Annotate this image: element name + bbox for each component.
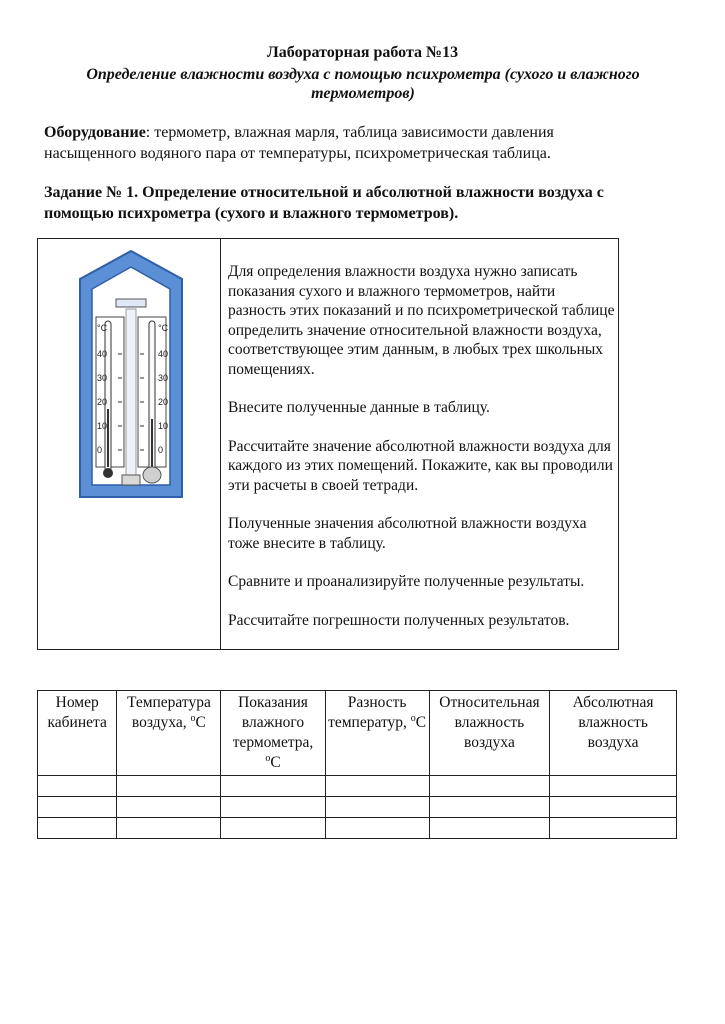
table-cell[interactable] <box>38 776 117 797</box>
table-cell[interactable] <box>325 797 429 818</box>
header-relative-humidity: Относительная влажность воздуха <box>429 691 550 776</box>
water-reservoir <box>122 475 140 485</box>
scale-tick-label: 10 <box>158 421 169 431</box>
header-air-temperature: Температура воздуха, $^o$C <box>117 691 221 776</box>
table-cell[interactable] <box>117 797 221 818</box>
table-cell[interactable] <box>221 776 325 797</box>
wet-gauze <box>143 467 161 483</box>
table-cell[interactable] <box>325 776 429 797</box>
instruction-box <box>37 238 619 650</box>
table-cell[interactable] <box>221 797 325 818</box>
table-cell[interactable] <box>117 776 221 797</box>
table-cell[interactable] <box>38 818 117 839</box>
instruction-paragraph: Для определения влажности воздуха нужно записать показания сухого и влажного термометров, найти разность этих показаний и по психрометрической таблице определить значение относительной влажности воздуха, соответствующее этим данным, в любых трех школьных помещениях. <box>228 263 615 378</box>
degree-sign: o <box>190 712 196 724</box>
dry-scale-unit: °C <box>97 323 108 333</box>
results-table-body <box>38 776 677 839</box>
box-divider <box>220 239 221 649</box>
table-cell[interactable] <box>550 818 677 839</box>
instruction-paragraph: Рассчитайте погрешности полученных результатов. <box>228 611 570 629</box>
equipment-text: : термометр, влажная марля, таблица зависимости давления насыщенного водяного пара от температуры, психрометрическая таблица. <box>44 124 554 162</box>
degree-sign: o <box>410 712 416 724</box>
scale-tick-label: 20 <box>158 397 169 407</box>
psychrometer-illustration <box>68 249 194 501</box>
instruction-paragraph: Рассчитайте значение абсолютной влажности воздуха для каждого из этих помещений. Покажите, как вы проводили эти расчеты в своей тетради. <box>228 437 613 494</box>
mount-bar <box>116 299 146 307</box>
instruction-paragraph: Сравните и проанализируйте полученные результаты. <box>228 573 585 590</box>
equipment-label: Оборудование <box>44 124 146 141</box>
header-absolute-humidity: Абсолютная влажность воздуха <box>550 691 677 776</box>
center-strip <box>126 309 136 485</box>
results-header-row <box>38 691 677 776</box>
table-cell[interactable] <box>429 818 550 839</box>
degree-sign: o <box>265 752 271 764</box>
table-cell[interactable] <box>550 797 677 818</box>
header-room-number: Номер кабинета <box>38 691 117 776</box>
table-row <box>38 818 677 839</box>
scale-tick-label: 20 <box>97 397 108 407</box>
instruction-paragraph: Внесите полученные данные в таблицу. <box>228 399 490 416</box>
table-cell[interactable] <box>429 797 550 818</box>
scale-tick-label: 40 <box>158 349 169 359</box>
scale-tick-label: 10 <box>97 421 108 431</box>
scale-tick-label: 30 <box>97 373 108 383</box>
table-cell[interactable] <box>325 818 429 839</box>
table-cell[interactable] <box>117 818 221 839</box>
task-heading: Задание № 1. Определение относительной и абсолютной влажности воздуха с помощью психрометра (сухого и влажного термометров). <box>44 184 604 222</box>
table-row <box>38 797 677 818</box>
table-cell[interactable] <box>38 797 117 818</box>
page-title: Лабораторная работа №13 <box>266 44 459 61</box>
scale-tick-label: 0 <box>158 445 164 455</box>
instruction-text <box>228 262 616 649</box>
table-cell[interactable] <box>221 818 325 839</box>
results-table <box>37 690 677 839</box>
table-row <box>38 776 677 797</box>
wet-scale-unit: °C <box>158 323 169 333</box>
table-cell[interactable] <box>550 776 677 797</box>
header-temperature-difference: Разность температур, $^o$C <box>325 691 429 776</box>
scale-tick-label: 0 <box>97 445 103 455</box>
scale-tick-label: 40 <box>97 349 108 359</box>
scale-tick-label: 30 <box>158 373 169 383</box>
table-cell[interactable] <box>429 776 550 797</box>
page-subtitle: Определение влажности воздуха с помощью психрометра (сухого и влажного термометров) <box>86 66 640 102</box>
instruction-paragraph: Полученные значения абсолютной влажности воздуха тоже внесите в таблицу. <box>228 515 587 552</box>
dry-thermometer-bulb <box>103 468 113 478</box>
header-wet-reading: Показания влажного термометра, $^o$C <box>221 691 325 776</box>
equipment-paragraph <box>44 122 644 164</box>
